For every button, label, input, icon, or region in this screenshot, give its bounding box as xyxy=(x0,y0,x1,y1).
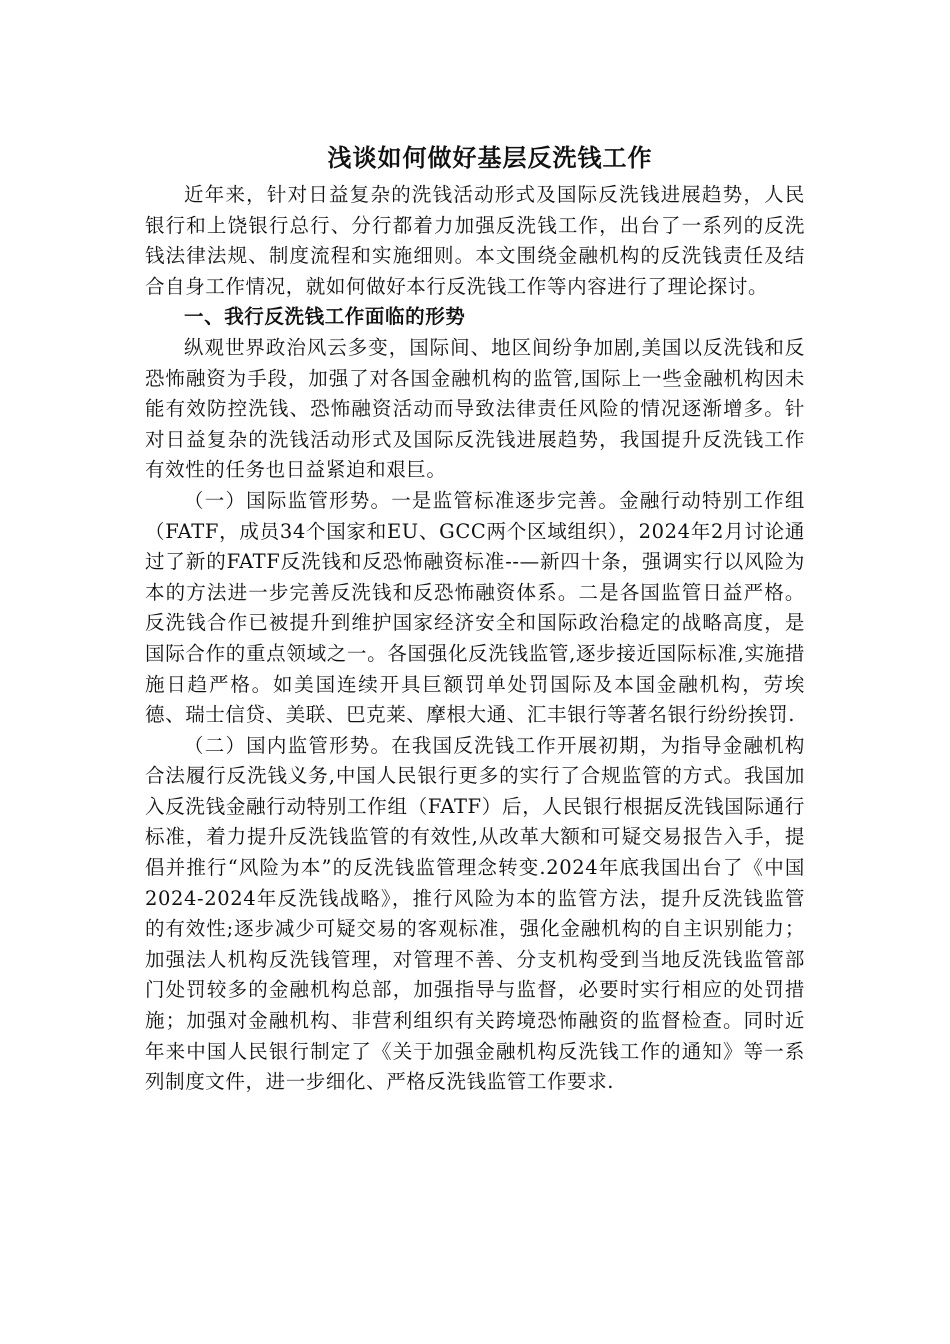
subsection-international-paragraph: （一）国际监管形势。一是监管标准逐步完善。金融行动特别工作组（FATF，成员34个国家和EU、GCC两个区域组织），2024年2月讨论通过了新的FATF反洗钱和反恐怖融资标准--—新四十条，强调实行以风险为本的方法进一步完善反洗钱和反恐怖融资体系。二是各国监管日益严格。反洗钱合作已被提升到维护国家经济安全和国际政治稳定的战略高度，是国际合作的重点领域之一。各国强化反洗钱监管,逐步接近国际标准,实施措施日趋严格。如美国连续开具巨额罚单处罚国际及本国金融机构，劳埃德、瑞士信贷、美联、巴克莱、摩根大通、汇丰银行等著名银行纷纷挨罚. xyxy=(145,488,805,727)
section-paragraph: 纵观世界政治风云多变，国际间、地区间纷争加剧,美国以反洗钱和反恐怖融资为手段，加强了对各国金融机构的监管,国际上一些金融机构因未能有效防控洗钱、恐怖融资活动而导致法律责任风险的情况逐渐增多。针对日益复杂的洗钱活动形式及国际反洗钱进展趋势，我国提升反洗钱工作有效性的任务也日益紧迫和艰巨。 xyxy=(145,335,805,482)
document-page xyxy=(145,140,805,1098)
subsection-domestic-paragraph: （二）国内监管形势。在我国反洗钱工作开展初期，为指导金融机构合法履行反洗钱义务,中国人民银行更多的实行了合规监管的方式。我国加入反洗钱金融行动特别工作组（FATF）后，人民银行根据反洗钱国际通行标准，着力提升反洗钱监管的有效性,从改革大额和可疑交易报告入手，提倡并推行“风险为本”的反洗钱监管理念转变.2024年底我国出台了《中国2024-2024年反洗钱战略》，推行风险为本的监管方法，提升反洗钱监管的有效性;逐步减少可疑交易的客观标准，强化金融机构的自主识别能力；加强法人机构反洗钱管理，对管理不善、分支机构受到当地反洗钱监管部门处罚较多的金融机构总部，加强指导与监督，必要时实行相应的处罚措施；加强对金融机构、非营利组织有关跨境恐怖融资的监督检查。同时近年来中国人民银行制定了《关于加强金融机构反洗钱工作的通知》等一系列制度文件，进一步细化、严格反洗钱监管工作要求. xyxy=(145,733,805,1094)
section-heading: 一、我行反洗钱工作面临的形势 xyxy=(184,305,466,329)
intro-paragraph: 近年来，针对日益复杂的洗钱活动形式及国际反洗钱进展趋势，人民银行和上饶银行总行、分行都着力加强反洗钱工作，出台了一系列的反洗钱法律法规、制度流程和实施细则。本文围绕金融机构的反洗钱责任及结合自身工作情况，就如何做好本行反洗钱工作等内容进行了理论探讨。 xyxy=(145,183,805,298)
document-title: 浅谈如何做好基层反洗钱工作 xyxy=(327,144,653,172)
